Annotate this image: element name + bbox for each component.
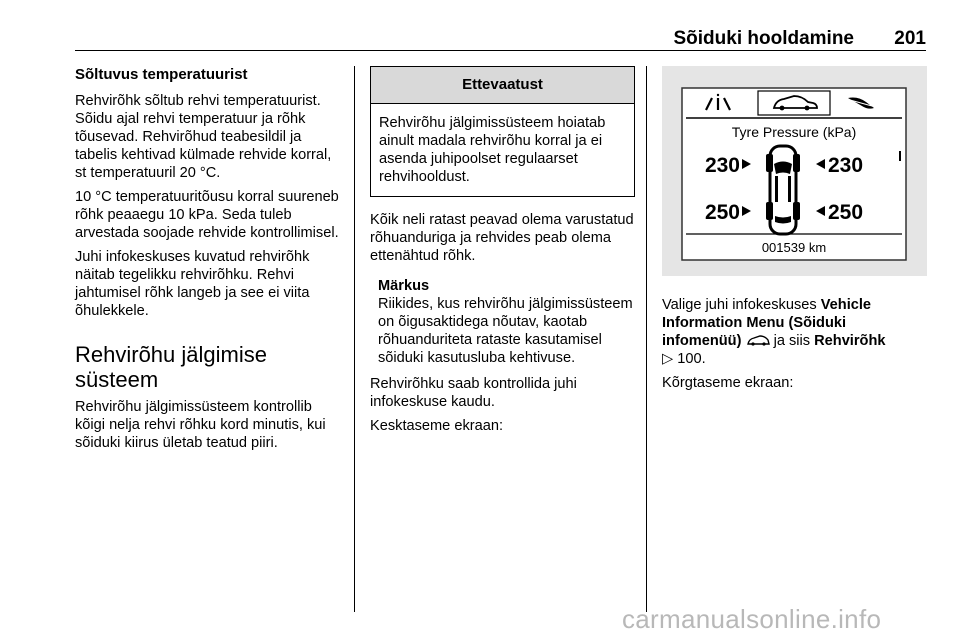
car-top-view-icon: [766, 146, 800, 234]
paragraph: Kõik neli ratast peavad olema varustatud rõhuanduriga ja rehvides peab olema ettenähtud rõhk.: [370, 212, 634, 264]
note-title: Märkus: [378, 278, 430, 294]
text-run: ja siis: [769, 333, 815, 349]
rear-left-pressure: 250: [704, 201, 740, 224]
display-graphic: [662, 66, 927, 276]
odometer-reading: 001539 km: [761, 240, 827, 255]
page-title: Sõiduki hooldamine: [673, 28, 854, 49]
column-middle: [370, 60, 635, 441]
car-menu-icon: [746, 333, 770, 345]
column-right: [662, 60, 927, 398]
page-reference: 100.: [677, 351, 706, 367]
page-number: 201: [894, 28, 926, 49]
rear-right-pressure: 250: [828, 201, 864, 224]
caution-title: Ettevaatust: [371, 67, 634, 104]
front-right-pressure: 230: [828, 154, 864, 177]
paragraph: Juhi infokeskuses kuvatud rehvirõhk näitab tegelikku rehvirõhku. Rehvi jahtumisel rõhk langeb ja see ei viita õhulekkele.: [75, 249, 310, 319]
menu-name: Rehvirõhk: [814, 333, 886, 349]
paragraph: Rehvirõhk sõltub rehvi temperatuurist. Sõidu ajal rehvi temperatuur ja rõhk tõusevad. Rehvirõhud teabesildil ja tabelis kehtivad külmade rehvide korral, st temperatuuril 20 °C.: [75, 93, 332, 181]
display-title: Tyre Pressure (kPa): [731, 124, 857, 140]
caution-box: [370, 66, 635, 197]
section-heading-monitoring: Rehvirõhu jälgimise süsteem: [75, 342, 267, 392]
paragraph: 10 °C temperatuuritõusu korral suureneb rõhk peaaegu 10 kPa. Seda tuleb arvestada soojade rehvide kontrollimisel.: [75, 189, 339, 241]
caution-text: Rehvirõhu jälgimissüsteem hoiatab ainult madala rehvirõhu korral ja ei asenda juhipoolset regulaarset rehvihooldust.: [379, 115, 606, 185]
note-text: Riikides, kus rehvirõhu jälgimissüsteem on õigusaktidega nõutav, kaotab rõhuanduriteta rataste kasutamisel sõiduki kasutusluba kehtivuse.: [378, 296, 633, 366]
column-left: [75, 60, 345, 458]
column-divider: [354, 66, 355, 612]
paragraph: [662, 296, 927, 368]
paragraph: Kõrgtaseme ekraan:: [662, 375, 794, 391]
paragraph: Rehvirõhku saab kontrollida juhi infokeskuse kaudu.: [370, 376, 577, 410]
text-run: Valige juhi infokeskuses: [662, 297, 821, 313]
paragraph: Kesktaseme ekraan:: [370, 418, 504, 434]
note-block: [378, 277, 635, 367]
watermark: carmanualsonline.info: [622, 604, 882, 634]
column-divider: [646, 66, 647, 612]
front-left-pressure: 230: [704, 154, 740, 177]
section-heading-temperature: Sõltuvus temperatuurist: [75, 66, 248, 83]
paragraph: Rehvirõhu jälgimissüsteem kontrollib kõigi nelja rehvi rõhku kord minutis, kui sõiduki kiirus ületab teatud piiri.: [75, 399, 326, 451]
menu-name: Vehicle Information Menu (Sõiduki infomenüü): [662, 297, 872, 349]
header-divider: [75, 50, 926, 51]
page-ref-icon: ▷: [662, 351, 674, 367]
tyre-pressure-display: [662, 66, 927, 276]
page-header: [75, 28, 926, 52]
vehicle-tab: [758, 91, 830, 115]
